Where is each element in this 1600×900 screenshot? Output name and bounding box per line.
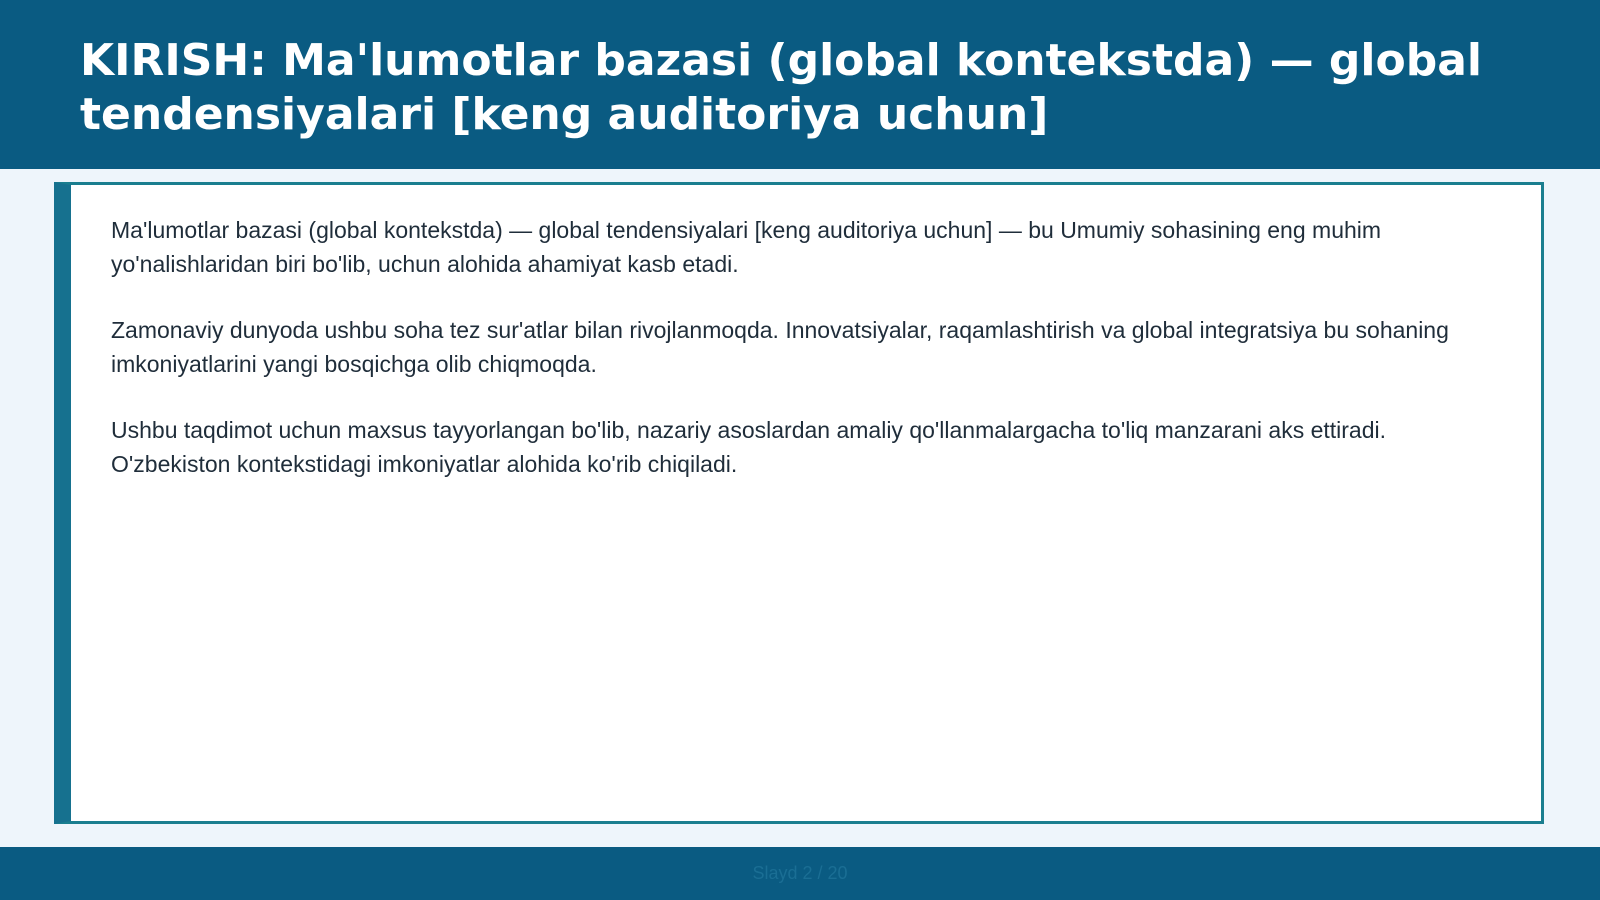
slide-header	[0, 0, 1600, 169]
slide-footer	[0, 847, 1600, 900]
trends-paragraph: Zamonaviy dunyoda ushbu soha tez sur'atlar bilan rivojlanmoqda. Innovatsiyalar, raqamlashtirish va global integratsiya bu sohaning imkoniyatlarini yangi bosqichga olib chiqmoqda.	[111, 317, 1449, 377]
slide-title: KIRISH: Ma'lumotlar bazasi (global kontekstda) — global tendensiyalari [keng auditoriya uchun]	[80, 35, 1482, 140]
content-box	[54, 182, 1544, 824]
presentation-paragraph: Ushbu taqdimot uchun maxsus tayyorlangan bo'lib, nazariy asoslardan amaliy qo'llanmalargacha to'liq manzarani aks ettiradi. O'zbekiston kontekstidagi imkoniyatlar alohida ko'rib chiqiladi.	[111, 417, 1387, 477]
intro-paragraph: Ma'lumotlar bazasi (global kontekstda) — global tendensiyalari [keng auditoriya uchun] — bu Umumiy sohasining eng muhim yo'nalishlaridan biri bo'lib, uchun alohida ahamiyat kasb etadi.	[111, 217, 1382, 277]
slide-number: Slayd 2 / 20	[752, 863, 848, 883]
